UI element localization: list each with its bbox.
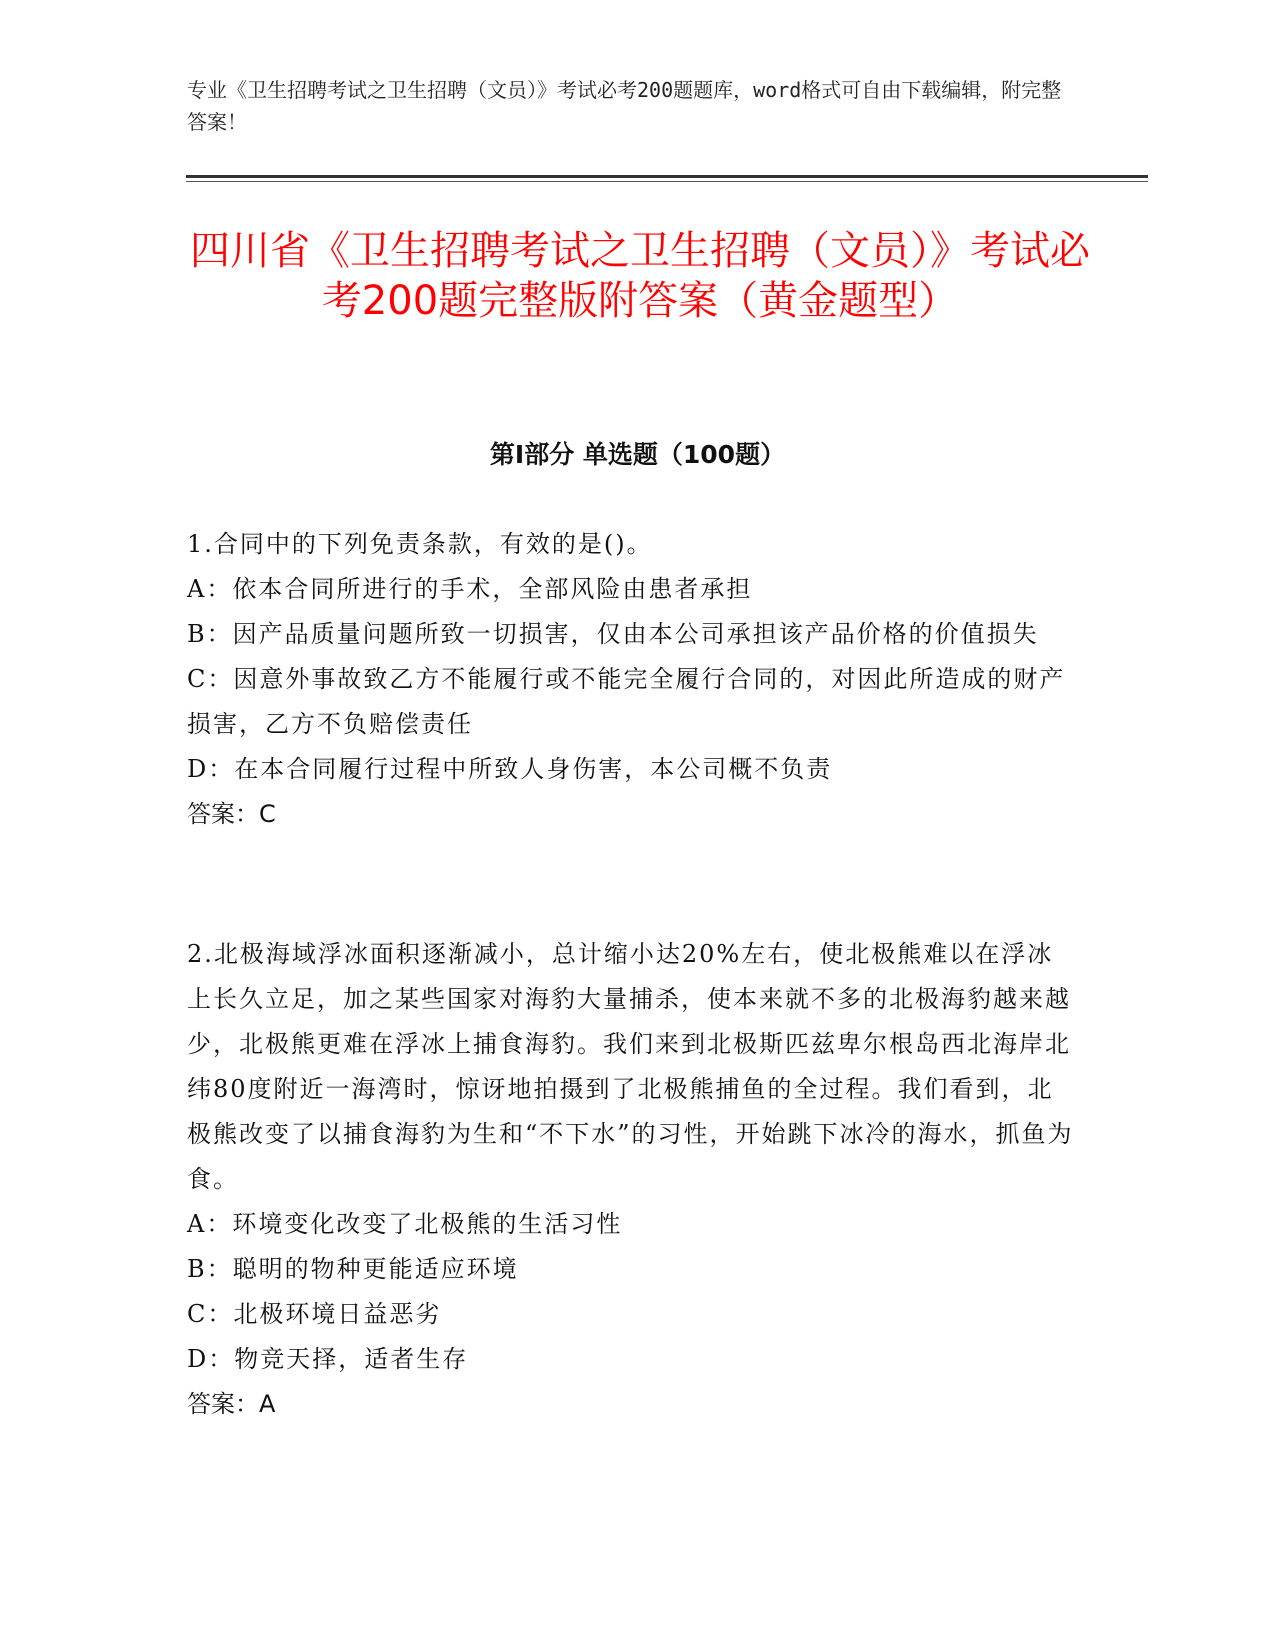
option-d: D：在本合同履行过程中所致人身伤害，本公司概不负责 <box>187 755 833 783</box>
question-block-1 <box>187 522 1077 837</box>
section-heading: 第I部分 单选题（100题） <box>489 440 786 469</box>
option-d: D：物竞天择，适者生存 <box>187 1345 469 1373</box>
option-c: C：因意外事故致乙方不能履行或不能完全履行合同的，对因此所造成的财产损害，乙方不负赔偿责任 <box>187 665 1066 738</box>
option-b: B：聪明的物种更能适应环境 <box>187 1255 519 1283</box>
question-stem: 2.北极海域浮冰面积逐渐减小，总计缩小达20%左右，使北极熊难以在浮冰上长久立足，加之某些国家对海豹大量捕杀，使本来就不多的北极海豹越来越少，北极熊更难在浮冰上捕食海豹。我们来到北极斯匹兹卑尔根岛西北海岸北纬80度附近一海湾时，惊讶地拍摄到了北极熊捕鱼的全过程。我们看到，北极熊改变了以捕食海豹为生和“不下水”的习性，开始跳下冰冷的海水，抓鱼为食。 <box>187 940 1074 1193</box>
header-divider-thick <box>186 175 1148 178</box>
document-title: 四川省《卫生招聘考试之卫生招聘（文员）》考试必考200题完整版附答案（黄金题型） <box>190 228 1090 324</box>
option-c: C：北极环境日益恶劣 <box>187 1300 442 1328</box>
option-a: A：依本合同所进行的手术，全部风险由患者承担 <box>187 575 753 603</box>
header-note: 专业《卫生招聘考试之卫生招聘（文员）》考试必考200题题库，word格式可自由下载编辑，附完整答案！ <box>187 78 1062 134</box>
option-a: A：环境变化改变了北极熊的生活习性 <box>187 1210 623 1238</box>
question-block-2 <box>187 932 1077 1427</box>
answer: 答案：C <box>187 800 276 828</box>
header-divider-thin <box>186 181 1148 182</box>
question-stem: 1.合同中的下列免责条款，有效的是()。 <box>187 530 653 558</box>
option-b: B：因产品质量问题所致一切损害，仅由本公司承担该产品价格的价值损失 <box>187 620 1039 648</box>
answer: 答案：A <box>187 1390 276 1418</box>
